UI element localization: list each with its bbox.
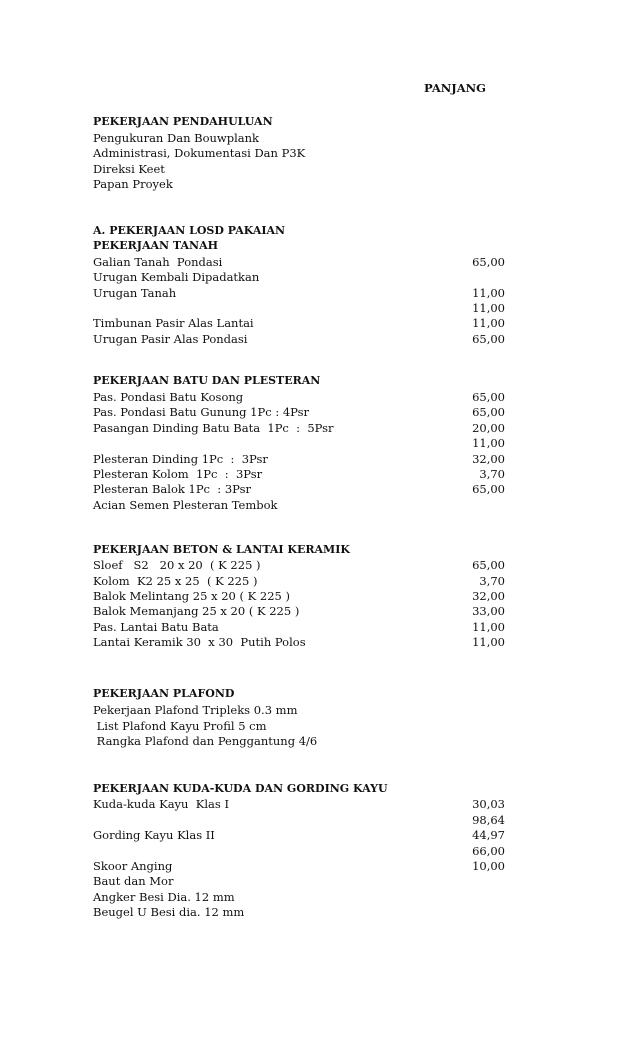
work-item-label: Papan Proyek bbox=[93, 177, 173, 191]
work-item-row bbox=[93, 796, 505, 812]
work-item-row bbox=[93, 718, 505, 734]
panjang-value: 65,00 bbox=[472, 405, 505, 419]
panjang-value: 10,00 bbox=[472, 859, 505, 873]
section-heading-row bbox=[93, 223, 505, 239]
work-item-row bbox=[93, 634, 505, 650]
section-heading-row bbox=[93, 238, 505, 254]
panjang-value: 20,00 bbox=[472, 421, 505, 435]
column-header-panjang: PANJANG bbox=[424, 81, 486, 95]
panjang-value: 11,00 bbox=[472, 316, 505, 330]
work-item-label: Pas. Pondasi Batu Gunung 1Pc : 4Psr bbox=[93, 405, 309, 419]
panjang-value: 33,00 bbox=[472, 604, 505, 618]
work-item-row bbox=[93, 285, 505, 301]
section-heading-row bbox=[93, 781, 505, 797]
work-item-label: Gording Kayu Klas II bbox=[93, 828, 215, 842]
panjang-value: 3,70 bbox=[479, 467, 505, 481]
section-heading-row bbox=[93, 542, 505, 558]
work-item-label: Skoor Anging bbox=[93, 859, 173, 873]
work-item-row bbox=[93, 161, 505, 177]
panjang-value: 11,00 bbox=[472, 620, 505, 634]
work-item-label: Urugan Tanah bbox=[93, 286, 177, 300]
work-item-row bbox=[93, 843, 505, 859]
work-item-row bbox=[93, 603, 505, 619]
panjang-value: 65,00 bbox=[472, 558, 505, 572]
section-heading: PEKERJAAN BATU DAN PLESTERAN bbox=[93, 374, 321, 387]
panjang-value: 3,70 bbox=[479, 574, 505, 588]
work-item-label: Pengukuran Dan Bouwplank bbox=[93, 131, 260, 145]
panjang-value: 65,00 bbox=[472, 482, 505, 496]
section-heading: PEKERJAAN PLAFOND bbox=[93, 687, 235, 700]
work-item-label: Pas. Lantai Batu Bata bbox=[93, 620, 219, 634]
work-item-row bbox=[93, 420, 505, 436]
section-heading: PEKERJAAN PENDAHULUAN bbox=[93, 115, 273, 128]
section-heading: A. PEKERJAAN LOSD PAKAIAN bbox=[93, 224, 286, 237]
work-item-row bbox=[93, 557, 505, 573]
work-item-label: Balok Memanjang 25 x 20 ( K 225 ) bbox=[93, 604, 300, 618]
section-heading: PEKERJAAN BETON & LANTAI KERAMIK bbox=[93, 543, 350, 556]
work-item-label: Administrasi, Dokumentasi Dan P3K bbox=[93, 146, 306, 160]
work-item-label: Angker Besi Dia. 12 mm bbox=[93, 890, 235, 904]
panjang-value: 65,00 bbox=[472, 255, 505, 269]
work-item-row bbox=[93, 497, 505, 513]
work-item-label: Timbunan Pasir Alas Lantai bbox=[93, 316, 254, 330]
work-item-label: Direksi Keet bbox=[93, 162, 165, 176]
work-item-label: Baut dan Mor bbox=[93, 874, 174, 888]
work-item-label: Plesteran Balok 1Pc : 3Psr bbox=[93, 482, 251, 496]
work-item-label: Pasangan Dinding Batu Bata 1Pc : 5Psr bbox=[93, 421, 334, 435]
panjang-value: 32,00 bbox=[472, 589, 505, 603]
panjang-value: 98,64 bbox=[472, 813, 505, 827]
panjang-value: 66,00 bbox=[472, 844, 505, 858]
work-item-label: Pas. Pondasi Batu Kosong bbox=[93, 390, 244, 404]
work-item-row bbox=[93, 588, 505, 604]
work-item-row bbox=[93, 466, 505, 482]
section-heading-row bbox=[93, 373, 505, 389]
work-item-row bbox=[93, 315, 505, 331]
work-item-row bbox=[93, 435, 505, 451]
work-item-label: Pekerjaan Plafond Tripleks 0.3 mm bbox=[93, 703, 298, 717]
work-item-row bbox=[93, 889, 505, 905]
work-item-row bbox=[93, 858, 505, 874]
work-item-row bbox=[93, 451, 505, 467]
work-item-row bbox=[93, 300, 505, 316]
work-item-row bbox=[93, 904, 505, 920]
work-item-row bbox=[93, 389, 505, 405]
work-item-row bbox=[93, 573, 505, 589]
work-item-label: Beugel U Besi dia. 12 mm bbox=[93, 905, 245, 919]
work-item-row bbox=[93, 702, 505, 718]
work-item-row bbox=[93, 481, 505, 497]
panjang-value: 65,00 bbox=[472, 390, 505, 404]
work-item-row bbox=[93, 130, 505, 146]
work-item-row bbox=[93, 827, 505, 843]
panjang-value: 11,00 bbox=[472, 286, 505, 300]
work-item-label: Plesteran Kolom 1Pc : 3Psr bbox=[93, 467, 263, 481]
work-item-label: Acian Semen Plesteran Tembok bbox=[93, 498, 278, 512]
work-item-row bbox=[93, 873, 505, 889]
work-item-row bbox=[93, 269, 505, 285]
section-heading-row bbox=[93, 686, 505, 702]
section-heading: PEKERJAAN TANAH bbox=[93, 239, 219, 252]
work-item-row bbox=[93, 733, 505, 749]
work-item-row bbox=[93, 331, 505, 347]
work-item-row bbox=[93, 254, 505, 270]
panjang-value: 44,97 bbox=[472, 828, 505, 842]
panjang-value: 11,00 bbox=[472, 635, 505, 649]
work-item-row bbox=[93, 176, 505, 192]
work-item-label: List Plafond Kayu Profil 5 cm bbox=[93, 719, 267, 733]
panjang-value: 32,00 bbox=[472, 452, 505, 466]
panjang-value: 11,00 bbox=[472, 301, 505, 315]
work-item-label: Rangka Plafond dan Penggantung 4/6 bbox=[93, 734, 318, 748]
panjang-value: 65,00 bbox=[472, 332, 505, 346]
work-item-label: Plesteran Dinding 1Pc : 3Psr bbox=[93, 452, 268, 466]
work-item-row bbox=[93, 404, 505, 420]
work-item-label: Galian Tanah Pondasi bbox=[93, 255, 223, 269]
work-item-label: Sloef S2 20 x 20 ( K 225 ) bbox=[93, 558, 261, 572]
work-item-row bbox=[93, 812, 505, 828]
section-heading-row bbox=[93, 114, 505, 130]
panjang-value: 11,00 bbox=[472, 436, 505, 450]
work-item-label: Lantai Keramik 30 x 30 Putih Polos bbox=[93, 635, 306, 649]
work-item-label: Kolom K2 25 x 25 ( K 225 ) bbox=[93, 574, 258, 588]
panjang-value: 30,03 bbox=[472, 797, 505, 811]
section-heading: PEKERJAAN KUDA-KUDA DAN GORDING KAYU bbox=[93, 782, 388, 795]
work-item-label: Urugan Pasir Alas Pondasi bbox=[93, 332, 248, 346]
work-item-label: Urugan Kembali Dipadatkan bbox=[93, 270, 260, 284]
work-item-row bbox=[93, 619, 505, 635]
work-item-label: Balok Melintang 25 x 20 ( K 225 ) bbox=[93, 589, 290, 603]
work-item-label: Kuda-kuda Kayu Klas I bbox=[93, 797, 229, 811]
work-item-row bbox=[93, 145, 505, 161]
